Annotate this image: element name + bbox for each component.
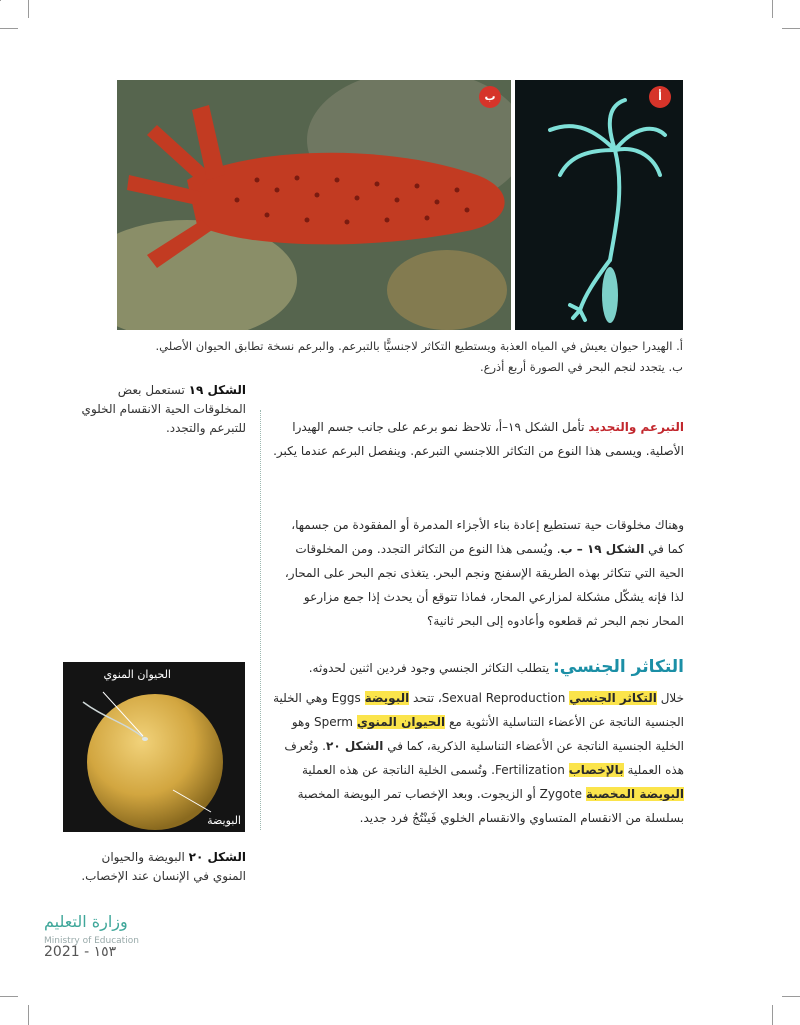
- figure19-text: تستعمل بعض المخلوقات الحية الانقسام الخلوي للتبرعم والتجدد.: [81, 383, 246, 435]
- sexual-intro: يتطلب التكاثر الجنسي وجود فردين اثنين لحدوثه.: [308, 661, 550, 675]
- badge-b: ب: [479, 86, 501, 108]
- figure20-reference: الشكل ٢٠: [326, 739, 384, 753]
- sexual-text-4: Sperm وهو الخلية الجنسية الناتجة عن الأعضاء التناسلية الذكرية، كما في: [291, 715, 684, 753]
- budding-text: تأمل الشكل ١٩–أ، تلاحظ نمو برعم على جانب جسم الهيدرا الأصلية. ويسمى هذا النوع من التكاثر اللاجنسي التبرعم. وينفصل البرعم عندما يكبر.: [273, 420, 684, 458]
- term-fertilization: بالإخصاب: [568, 763, 624, 777]
- egg-sperm-illustration: [63, 662, 245, 832]
- sexual-text-6: Fertilization. وتُسمى الخلية الناتجة عن هذه العملية: [301, 763, 565, 777]
- regeneration-paragraph: [272, 513, 684, 633]
- caption-a: أ. الهيدرا حيوان يعيش في المياه العذبة ويستطيع التكاثر لاجنسيًّا بالتبرعم. والبرعم نسخة تطابق الحيوان الأصلي.: [155, 339, 683, 353]
- sexual-text-1: خلال: [660, 691, 684, 705]
- budding-heading: التبرعم والتجديد: [588, 420, 684, 434]
- sexual-text-7: Zygote أو الزيجوت. وبعد الإخصاب تمر البويضة المخصبة بسلسلة من الانقسام المتساوي والانقسام الخلوي فَينْتُجُ فرد جديد.: [297, 787, 684, 825]
- crop-mark: [782, 996, 800, 997]
- ministry-name-en: Ministry of Education: [44, 936, 139, 946]
- ministry-name-ar: وزارة التعليم: [44, 912, 128, 931]
- page-number: 2021 - ١٥٣: [44, 944, 117, 960]
- crop-mark: [772, 1005, 773, 1025]
- hydra-illustration: [515, 80, 683, 330]
- figure19-number: الشكل ١٩: [188, 383, 246, 397]
- sexual-text-3: Eggs وهي الخلية الجنسية الناتجة عن الأعضاء التناسلية الأنثوية مع: [273, 691, 684, 729]
- crop-mark: [0, 996, 18, 997]
- sexual-text-5: . وتُعرف هذه العملية: [284, 739, 684, 777]
- sea-star-photo: [117, 80, 511, 330]
- crop-mark: [782, 28, 800, 29]
- egg-sperm-photo: [63, 662, 245, 832]
- column-divider: [260, 410, 261, 830]
- ministry-logo: [44, 912, 164, 972]
- caption-b: ب. يتجدد لنجم البحر في الصورة أربع أذرع.: [479, 360, 683, 374]
- term-egg: البويضة: [364, 691, 410, 705]
- term-zygote: البويضة المخصبة: [585, 787, 684, 801]
- sexual-text-2: Sexual Reproduction، تتحد: [413, 691, 566, 705]
- sexual-heading: التكاثر الجنسي:: [553, 657, 684, 677]
- sea-star-illustration: [117, 80, 511, 330]
- figure20-label: [78, 848, 246, 886]
- crop-mark: [0, 28, 18, 29]
- sexual-paragraph: [272, 686, 684, 830]
- budding-paragraph: [272, 415, 684, 463]
- term-sexual-reproduction: التكاثر الجنسي: [569, 691, 657, 705]
- crop-mark: [28, 0, 29, 18]
- hydra-photo: [515, 80, 683, 330]
- regeneration-text-2: . ويُسمى هذا النوع من التكاثر التجدد. ومن المخلوقات الحية التي تتكاثر بهذه الطريقة الإسفنج ونجم البحر. يتغذى نجم البحر على المحار، لذا فإنه يشكّل مشكلة لمزارعي المحار، فماذا تتوقع أن يحدث إذا جمع مزارعو المحار نجم البحر ثم قطعوه وأعادوه إلى البحر ثانية؟: [284, 542, 684, 628]
- crop-mark: [772, 0, 773, 18]
- figure19-label: [78, 381, 246, 438]
- crop-mark: [28, 1005, 29, 1025]
- figure20-text: البويضة والحيوان المنوي في الإنسان عند الإخصاب.: [81, 850, 246, 883]
- badge-a: أ: [649, 86, 671, 108]
- regeneration-text-1: وهناك مخلوقات حية تستطيع إعادة بناء الأجزاء المدمرة أو المفقودة من جسمها، كما في: [291, 518, 684, 556]
- crop-mark: [0, 0, 1, 1]
- sperm-label: الحيوان المنوي: [103, 668, 171, 681]
- figure19b-reference: الشكل ١٩ – ب: [560, 542, 645, 556]
- figure20-number: الشكل ٢٠: [188, 850, 246, 864]
- sexual-heading-line: [272, 655, 684, 680]
- egg-label: البويضة: [207, 814, 241, 827]
- term-sperm: الحيوان المنوي: [356, 715, 446, 729]
